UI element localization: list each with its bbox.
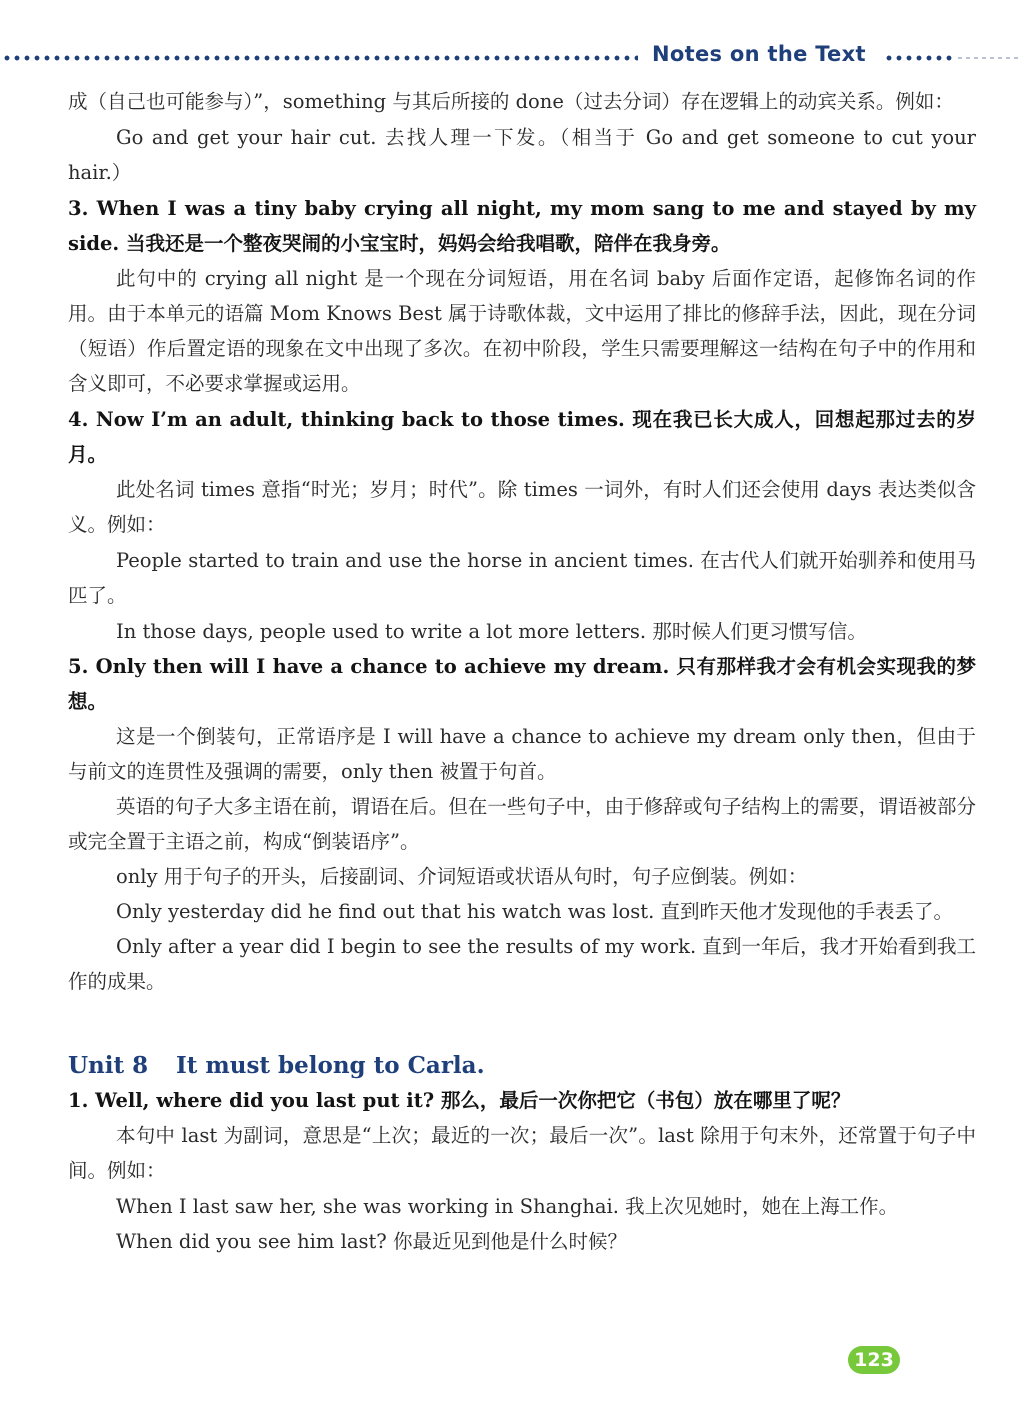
page-number-badge: 123 xyxy=(848,1346,900,1374)
header-dotted-rule-left xyxy=(2,55,638,61)
example-sentence: When I last saw her, she was working in Shanghai. 我上次见她时，她在上海工作。 xyxy=(116,1195,899,1218)
page-content xyxy=(68,84,976,1259)
note-heading-3: 3. When I was a tiny baby crying all night, my mom sang to me and stayed by my side. 当我还是一个整夜哭闹的小宝宝时，妈妈会给我唱歌，陪伴在我身旁。 xyxy=(68,197,976,255)
paragraph: 此处名词 times 意指“时光；岁月；时代”。除 times 一词外，有时人们还会使用 days 表达类似含义。例如： xyxy=(68,478,976,536)
paragraph: 成（自己也可能参与）”，something 与其后所接的 done（过去分词）存在逻辑上的动宾关系。例如： xyxy=(68,90,954,113)
paragraph: 此句中的 crying all night 是一个现在分词短语，用在名词 baby 后面作定语，起修饰名词的作用。由于本单元的语篇 Mom Knows Best 属于诗歌体裁，文中运用了排比的修辞手法，因此，现在分词（短语）作后置定语的现象在文中出现了多次。在初中阶段，学生只需要理解这一结构在句子中的作用和含义即可，不必要求掌握或运用。 xyxy=(68,267,976,395)
example-sentence: Only after a year did I begin to see the results of my work. 直到一年后，我才开始看到我工作的成果。 xyxy=(68,935,976,993)
example-sentence: When did you see him last? 你最近见到他是什么时候？ xyxy=(116,1230,627,1253)
note-heading-1: 1. Well, where did you last put it? 那么，最后一次你把它（书包）放在哪里了呢？ xyxy=(68,1089,851,1112)
paragraph: 本句中 last 为副词，意思是“上次；最近的一次；最后一次”。last 除用于句末外，还常置于句子中间。例如： xyxy=(68,1124,976,1182)
paragraph: 这是一个倒装句，正常语序是 I will have a chance to achieve my dream only then，但由于与前文的连贯性及强调的需要，only then 被置于句首。 xyxy=(68,725,976,783)
unit-title xyxy=(68,1049,976,1083)
paragraph: 英语的句子大多主语在前，谓语在后。但在一些句子中，由于修辞或句子结构上的需要，谓语被部分或完全置于主语之前，构成“倒装语序”。 xyxy=(68,795,976,853)
header-title: Notes on the Text xyxy=(652,42,866,66)
header-dashed-rule-right xyxy=(958,57,1022,59)
example-sentence: Go and get your hair cut. 去找人理一下发。（相当于 Go and get someone to cut your hair.） xyxy=(68,126,976,184)
note-heading-5: 5. Only then will I have a chance to achieve my dream. 只有那样我才会有机会实现我的梦想。 xyxy=(68,655,976,713)
unit-number: Unit 8 xyxy=(68,1052,149,1079)
header-dotted-rule-right xyxy=(884,55,954,61)
paragraph: only 用于句子的开头，后接副词、介词短语或状语从句时，句子应倒装。例如： xyxy=(116,865,808,888)
page-header xyxy=(0,40,1024,74)
example-sentence: In those days, people used to write a lot more letters. 那时候人们更习惯写信。 xyxy=(116,620,867,643)
note-heading-4: 4. Now I’m an adult, thinking back to those times. 现在我已长大成人，回想起那过去的岁月。 xyxy=(68,408,976,466)
unit-name: It must belong to Carla. xyxy=(176,1052,485,1079)
example-sentence: People started to train and use the horse in ancient times. 在古代人们就开始驯养和使用马匹了。 xyxy=(68,549,976,607)
example-sentence: Only yesterday did he find out that his watch was lost. 直到昨天他才发现他的手表丢了。 xyxy=(116,900,953,923)
